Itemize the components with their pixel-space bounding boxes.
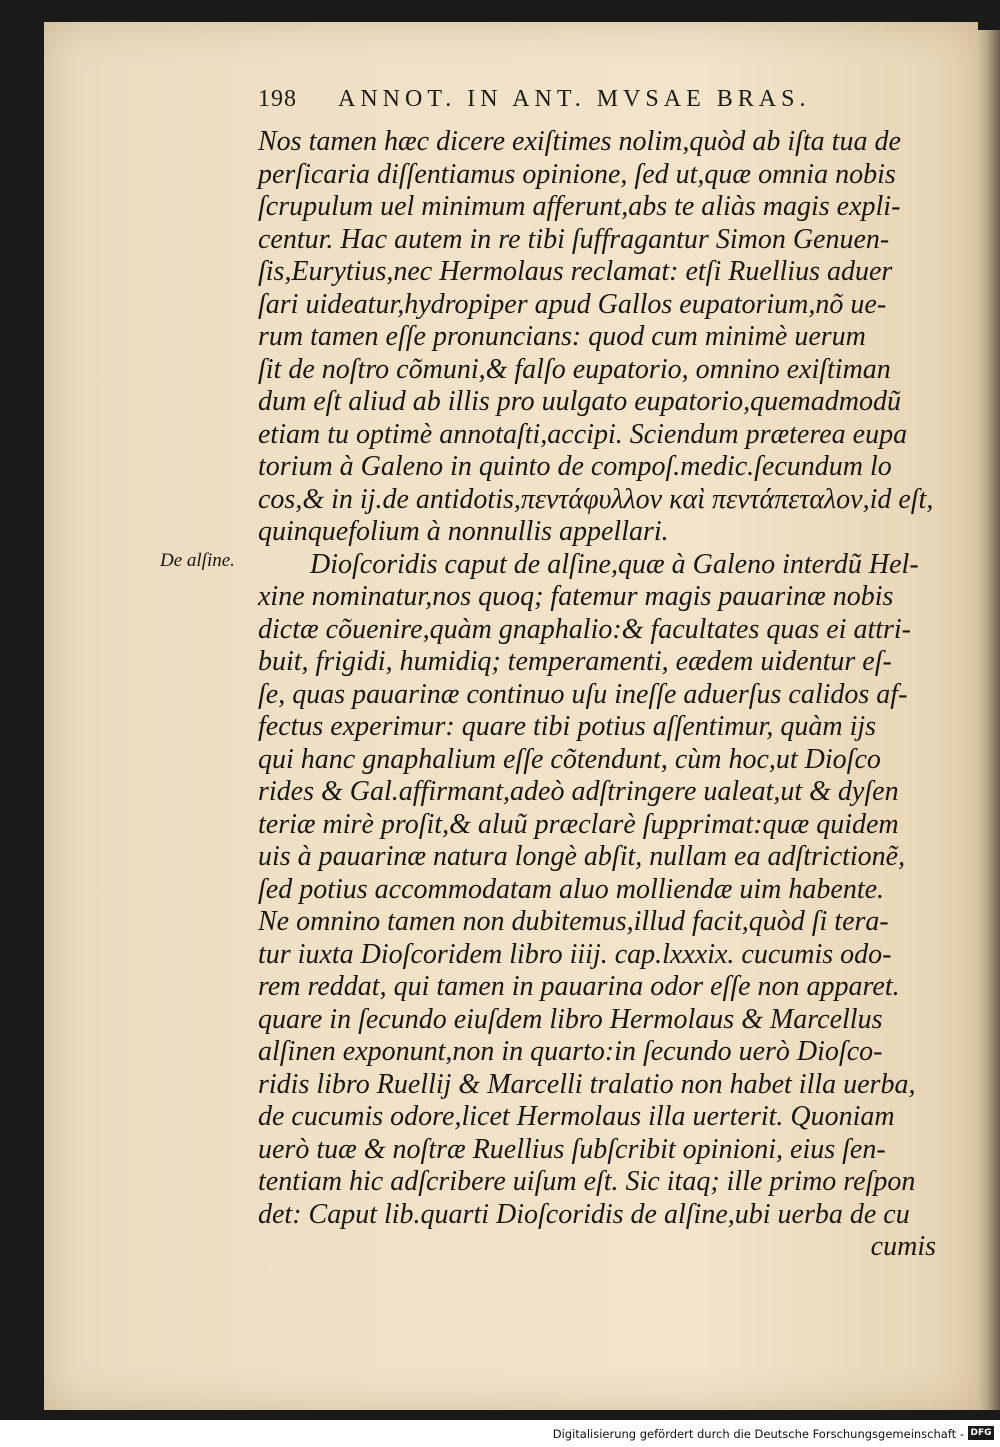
text-line: cos,& in ij.de antidotis,πεντάφυλλον καὶ πεντάπεταλον,id eſt, <box>258 483 934 515</box>
text-line: de cucumis odore,licet Hermolaus illa uerterit. Quoniam <box>258 1101 895 1132</box>
text-line: fectus experimur: quare tibi potius aſſentimur, quàm ijs <box>258 711 877 742</box>
text-line: rides & Gal.affirmant,adeò adſtringere ualeat,ut & dyſen <box>258 776 899 807</box>
text-line: quare in ſecundo eiuſdem libro Hermolaus & Marcellus <box>258 1003 883 1035</box>
text-line: ſari uideatur,hydropiper apud Gallos eupatorium,nõ ue- <box>258 288 887 320</box>
text-line: Nos tamen hæc dicere exiſtimes nolim,quòd ab iſta tua de <box>258 126 901 157</box>
text-line: perſicaria diſſentiamus opinione, ſed ut,quæ omnia nobis <box>258 158 896 190</box>
running-header <box>258 86 878 113</box>
body-text <box>258 126 958 1264</box>
text-line: ſis,Eurytius,nec Hermolaus reclamat: etſi Ruellius aduer <box>258 256 893 287</box>
page-number: 198 <box>258 86 297 112</box>
text-line: ſcrupulum uel minimum afferunt,abs te aliàs magis expli- <box>258 191 901 222</box>
text-line: dictæ cõuenire,quàm gnaphalio:& facultates quas ei attri- <box>258 613 911 645</box>
text-line: tur iuxta Dioſcoridem libro iiij. cap.lxxxix. cucumis odo- <box>258 938 892 970</box>
text-line: ſe, quas pauarinæ continuo uſu ineſſe aduerſus calidos af- <box>258 678 908 710</box>
text-line: ridis libro Ruellij & Marcelli tralatio non habet illa uerba, <box>258 1068 916 1100</box>
text-line: etiam tu optimè annotaſti,accipi. Sciendum præterea eupa <box>258 418 908 450</box>
text-line: qui hanc gnaphalium eſſe cõtendunt, cùm hoc,ut Dioſco <box>258 743 881 775</box>
text-line: rum tamen eſſe pronuncians: quod cum minimè uerum <box>258 321 866 352</box>
text-line: centur. Hac autem in re tibi ſuffragantur Simon Genuen- <box>258 223 890 255</box>
text-line: Ne omnino tamen non dubitemus,illud facit,quòd ſi tera- <box>258 906 889 937</box>
text-line: Dioſcoridis caput de alſine,quæ à Galeno interdũ Hel- <box>310 548 919 580</box>
text-line: ſed potius accommodatam aluo molliendæ uim habente. <box>258 873 885 905</box>
text-line: uis à pauarinæ natura longè abſit, nullam ea adſtrictionẽ, <box>258 841 906 872</box>
text-line: det: Caput lib.quarti Dioſcoridis de alſine,ubi uerba de cu <box>258 1198 910 1230</box>
text-line: teriæ mirè proſit,& aluũ præclarè ſupprimat:quæ quidem <box>258 808 899 840</box>
text-line: quinquefolium à nonnullis appellari. <box>258 516 669 547</box>
text-line: tentiam hic adſcribere uiſum eſt. Sic itaq; ille primo reſpon <box>258 1166 916 1197</box>
text-line: uerò tuæ & noſtræ Ruellius ſubſcribit opinioni, eius ſen- <box>258 1133 886 1165</box>
text-line: buit, frigidi, humidiq; temperamenti, eædem uidentur eſ- <box>258 646 892 677</box>
text-line: alſinen exponunt,non in quarto:in ſecundo uerò Dioſco- <box>258 1036 883 1067</box>
catchword: cumis <box>870 1231 936 1262</box>
running-title: ANNOT. IN ANT. MVSAE BRAS. <box>338 86 811 112</box>
text-line: torium à Galeno in quinto de compoſ.medic.ſecundum lo <box>258 451 892 482</box>
text-line: xine nominatur,nos quoq; fatemur magis pauarinæ nobis <box>258 581 894 612</box>
page-edge <box>978 30 1000 1410</box>
text-line: dum eſt aliud ab illis pro uulgato eupatorio,quemadmodũ <box>258 386 901 417</box>
text-line: rem reddat, qui tamen in pauarina odor eſſe non apparet. <box>258 971 900 1002</box>
dfg-logo-icon: DFG <box>968 1426 994 1440</box>
text-line: ſit de noſtro cõmuni,& falſo eupatorio, omnino exiſtiman <box>258 353 891 385</box>
footer-bar <box>0 1420 1000 1447</box>
funding-credit: Digitalisierung gefördert durch die Deutsche Forschungsgemeinschaft - <box>552 1427 964 1441</box>
margin-note: De alſine. <box>160 550 235 571</box>
